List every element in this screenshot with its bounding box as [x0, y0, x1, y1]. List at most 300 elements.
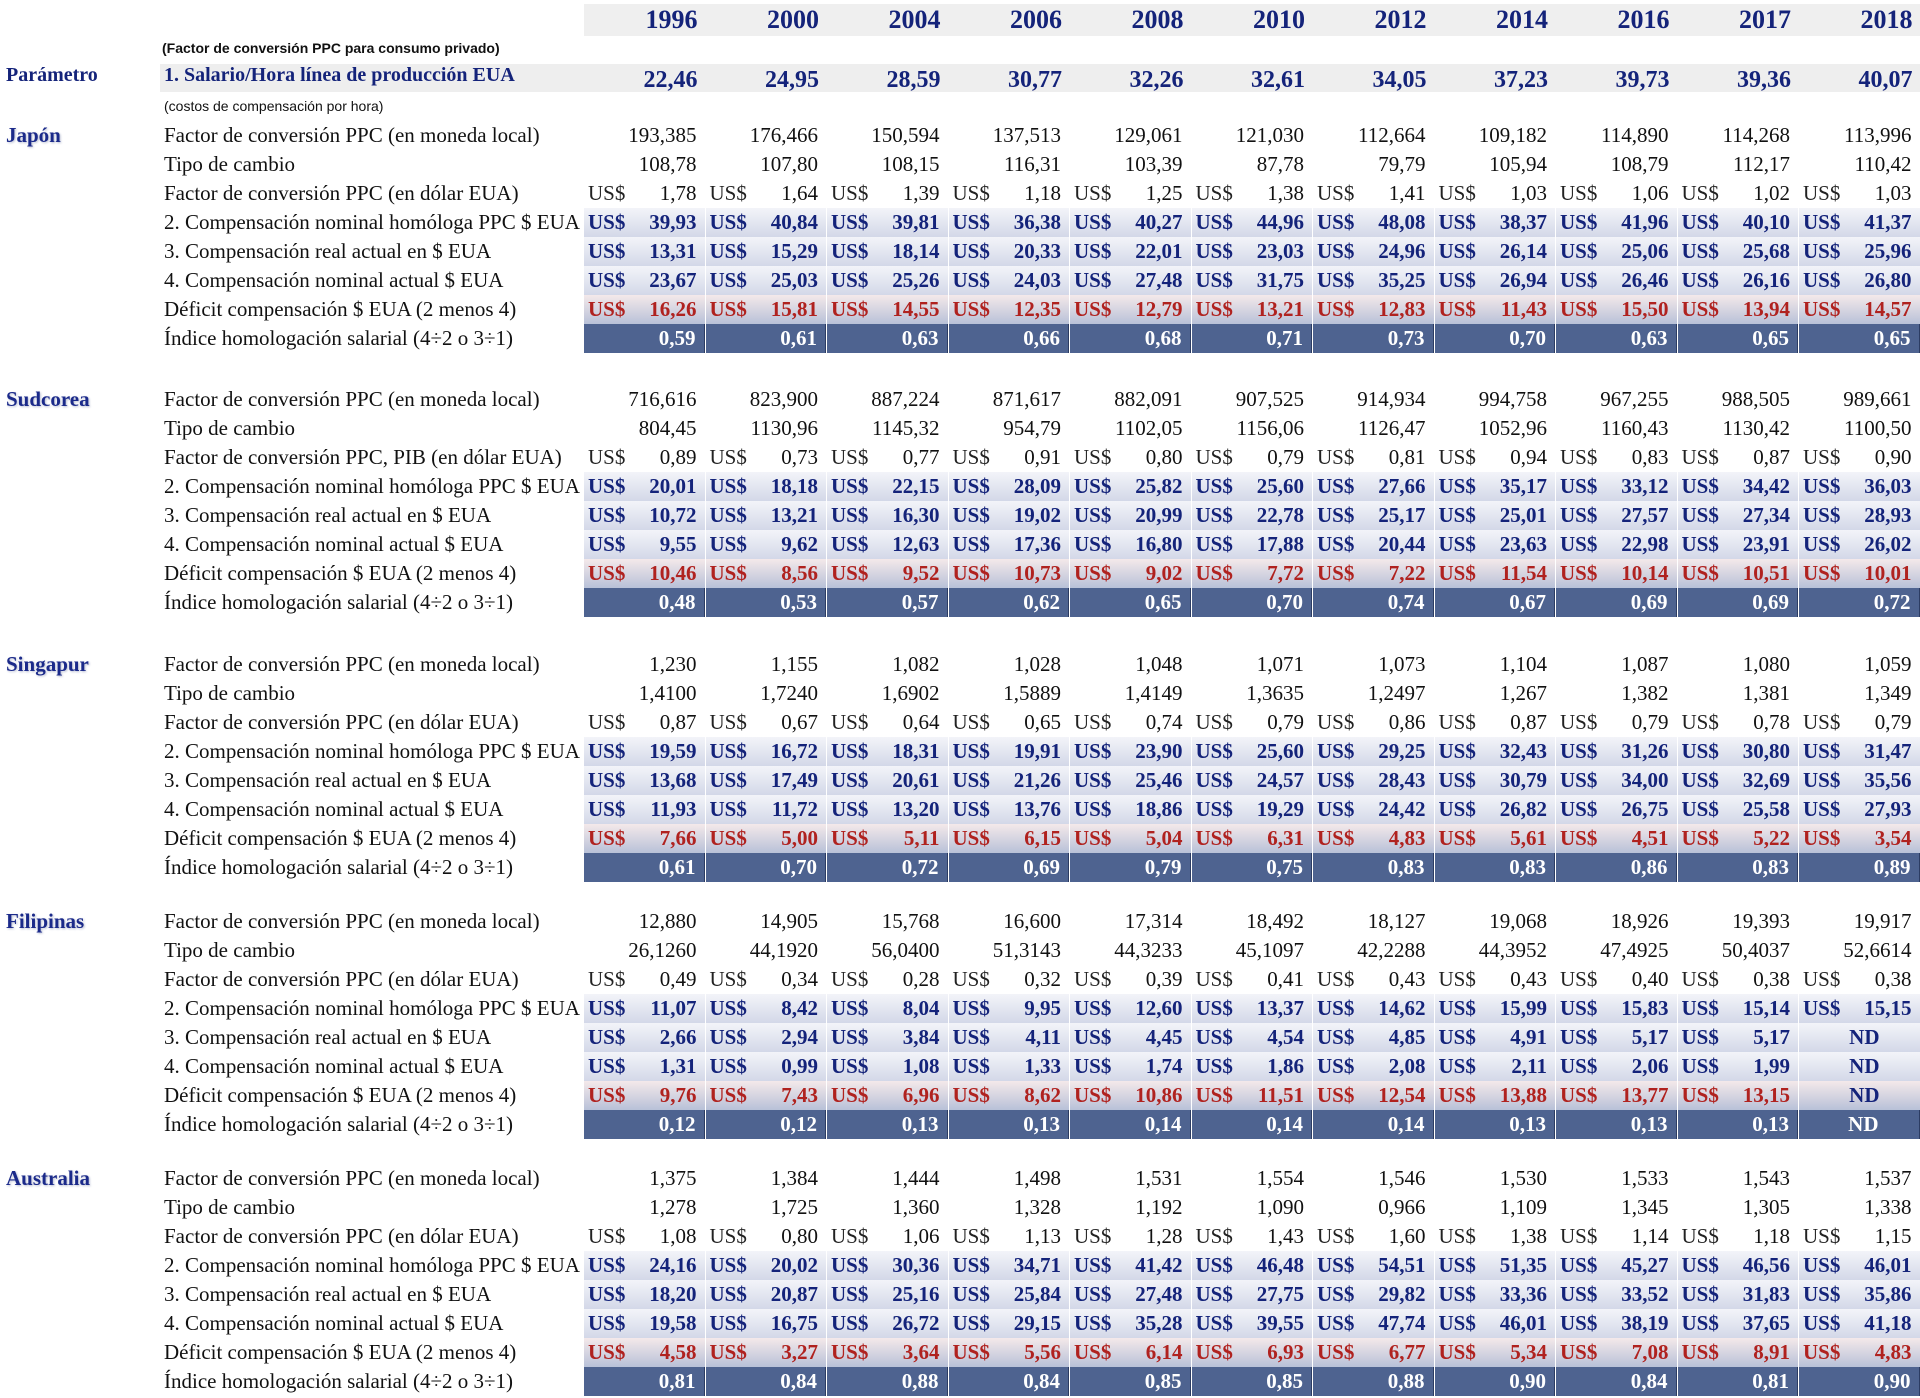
table-cell	[827, 1338, 948, 1367]
cell-value: 4,54	[1267, 1025, 1304, 1049]
table-cell	[1070, 1251, 1191, 1280]
cell-value: 25,68	[1742, 239, 1790, 263]
currency-label: US$	[588, 1224, 626, 1248]
year-2008: 2008	[1131, 5, 1184, 34]
currency-label: US$	[1803, 739, 1841, 763]
cell-value: 1,7240	[760, 681, 818, 705]
table-cell	[706, 472, 827, 501]
cell-value: 44,96	[1256, 210, 1304, 234]
currency-label: US$	[1317, 503, 1355, 527]
table-cell	[1678, 121, 1799, 150]
cell-value: 18,86	[1135, 797, 1183, 821]
cell-value: 35,86	[1864, 1282, 1912, 1306]
table-cell	[1192, 121, 1313, 150]
table-cell	[1070, 965, 1191, 994]
table-cell	[1192, 1251, 1313, 1280]
cell-value: 914,934	[1357, 387, 1426, 411]
cell-value: 25,82	[1135, 474, 1183, 498]
table-cell	[1192, 150, 1313, 179]
cell-value: 2,06	[1631, 1054, 1669, 1078]
year-2016: 2016	[1617, 5, 1670, 34]
row-label: Déficit compensación $ EUA (2 menos 4)	[164, 1340, 517, 1364]
table-cell	[1799, 501, 1920, 530]
cell-value: 0,13	[1509, 1112, 1546, 1136]
cell-value: 18,926	[1610, 909, 1669, 933]
cell-value: 0,32	[1024, 967, 1061, 991]
currency-label: US$	[1560, 474, 1598, 498]
table-cell	[584, 679, 705, 708]
table-cell	[1556, 824, 1677, 853]
currency-label: US$	[1317, 1083, 1355, 1107]
cell-value: 50,4037	[1721, 938, 1790, 962]
currency-label: US$	[1803, 710, 1841, 734]
cell-value: 1052,96	[1478, 416, 1547, 440]
table-cell	[1192, 472, 1313, 501]
table-cell	[949, 414, 1070, 443]
table-cell	[1678, 385, 1799, 414]
table-cell	[1192, 795, 1313, 824]
currency-label: US$	[1681, 239, 1719, 263]
cell-value: 10,14	[1621, 561, 1669, 585]
table-cell	[1192, 1309, 1313, 1338]
value-row	[584, 472, 1920, 501]
cell-value: 5,61	[1510, 826, 1547, 850]
table-cell	[827, 1280, 948, 1309]
table-cell	[1678, 1110, 1799, 1139]
cell-value: 1,382	[1621, 681, 1669, 705]
salary-label: 1. Salario/Hora línea de producción EUA	[164, 64, 515, 86]
currency-label: US$	[709, 445, 747, 469]
currency-label: US$	[1074, 181, 1112, 205]
table-cell	[1556, 853, 1677, 882]
cell-value: 193,385	[628, 123, 697, 147]
table-cell	[706, 559, 827, 588]
cell-value: 0,90	[1874, 445, 1912, 469]
cell-value: 0,43	[1510, 967, 1547, 991]
table-cell	[1313, 208, 1434, 237]
table-cell	[1678, 766, 1799, 795]
table-cell	[949, 324, 1070, 353]
currency-label: US$	[831, 445, 869, 469]
cell-value: 0,87	[1753, 445, 1790, 469]
cell-value: 1,109	[1499, 1195, 1547, 1219]
cell-value: 11,72	[771, 797, 818, 821]
cell-value: 1,86	[1267, 1054, 1304, 1078]
cell-value: 1,03	[1874, 181, 1912, 205]
table-cell	[1678, 737, 1799, 766]
table-cell	[1678, 1164, 1799, 1193]
table-cell	[1678, 679, 1799, 708]
currency-label: US$	[588, 996, 626, 1020]
cell-value: 4,45	[1145, 1025, 1183, 1049]
cell-value: 4,51	[1631, 826, 1669, 850]
cell-value: 112,17	[1733, 152, 1790, 176]
cell-value: 20,61	[892, 768, 940, 792]
cell-value: 1,31	[659, 1054, 697, 1078]
cell-value: 25,16	[892, 1282, 940, 1306]
table-cell	[706, 1280, 827, 1309]
currency-label: US$	[709, 474, 747, 498]
table-cell	[1313, 1193, 1434, 1222]
table-cell	[1313, 1052, 1434, 1081]
cell-value: 31,75	[1256, 268, 1304, 292]
cell-value: 0,40	[1631, 967, 1669, 991]
table-cell	[1192, 766, 1313, 795]
currency-label: US$	[1560, 826, 1598, 850]
table-cell	[827, 1164, 948, 1193]
cell-value: 1,6902	[881, 681, 940, 705]
table-cell	[949, 295, 1070, 324]
cell-value: 1,230	[649, 652, 697, 676]
cell-value: 1160,43	[1601, 416, 1669, 440]
table-cell	[1556, 385, 1677, 414]
row-label: Déficit compensación $ EUA (2 menos 4)	[164, 1083, 517, 1107]
parameter-label: Parámetro	[6, 64, 98, 86]
currency-label: US$	[1074, 532, 1112, 556]
table-cell	[1313, 965, 1434, 994]
table-cell	[1556, 588, 1677, 617]
row-label: Tipo de cambio	[164, 938, 296, 962]
table-cell	[584, 1338, 705, 1367]
table-cell	[1556, 1164, 1677, 1193]
table-cell	[1435, 150, 1556, 179]
value-row	[584, 1367, 1920, 1396]
cell-value: 16,72	[770, 739, 818, 763]
table-cell	[827, 266, 948, 295]
table-cell	[1313, 1023, 1434, 1052]
table-cell	[1556, 1367, 1677, 1396]
currency-label: US$	[1074, 445, 1112, 469]
currency-label: US$	[1681, 1025, 1719, 1049]
cell-value: 1,2497	[1367, 681, 1426, 705]
table-cell	[1556, 295, 1677, 324]
currency-label: US$	[1074, 268, 1112, 292]
table-cell	[949, 266, 1070, 295]
table-cell	[1678, 588, 1799, 617]
table-cell	[1435, 737, 1556, 766]
cell-value: 0,61	[780, 326, 817, 350]
currency-label: US$	[1560, 1083, 1598, 1107]
cell-value: 18,20	[649, 1282, 697, 1306]
currency-label: US$	[831, 239, 869, 263]
cell-value: 9,52	[902, 561, 940, 585]
table-cell	[1435, 530, 1556, 559]
table-cell	[827, 795, 948, 824]
row-label: 2. Compensación nominal homóloga PPC $ EUA	[164, 1253, 580, 1277]
cell-value: 16,80	[1135, 532, 1183, 556]
table-cell	[1678, 1222, 1799, 1251]
table-cell	[706, 208, 827, 237]
table-cell	[1435, 965, 1556, 994]
currency-label: US$	[1438, 1340, 1476, 1364]
table-cell	[827, 994, 948, 1023]
cell-value: 12,880	[638, 909, 697, 933]
table-cell	[1799, 121, 1920, 150]
currency-label: US$	[1438, 297, 1476, 321]
salary-value: 40,07	[1858, 67, 1913, 93]
currency-label: US$	[1195, 297, 1233, 321]
table-cell	[1435, 559, 1556, 588]
cell-value: 0,79	[1267, 710, 1304, 734]
cell-value: 25,46	[1135, 768, 1183, 792]
cell-value: 114,268	[1722, 123, 1790, 147]
currency-label: US$	[952, 996, 990, 1020]
cell-value: 39,81	[892, 210, 940, 234]
cell-value: 19,29	[1256, 797, 1304, 821]
cell-value: 0,67	[1509, 590, 1546, 614]
table-cell	[827, 679, 948, 708]
table-cell	[1070, 295, 1191, 324]
value-row	[584, 708, 1920, 737]
table-cell	[1435, 324, 1556, 353]
table-cell	[706, 766, 827, 795]
cell-value: 11,51	[1257, 1083, 1304, 1107]
cell-value: 1,39	[902, 181, 940, 205]
cell-value: 1,38	[1510, 1224, 1547, 1248]
table-cell	[1799, 1023, 1920, 1052]
cell-value: 1,33	[1024, 1054, 1061, 1078]
currency-label: US$	[1074, 561, 1112, 585]
cell-value: 35,25	[1378, 268, 1426, 292]
table-cell	[1313, 766, 1434, 795]
table-cell	[1799, 824, 1920, 853]
table-cell	[1070, 1081, 1191, 1110]
cell-value: 25,03	[770, 268, 818, 292]
cell-value: 41,18	[1864, 1311, 1912, 1335]
cell-value: 1,073	[1378, 652, 1426, 676]
table-cell	[1192, 530, 1313, 559]
cell-value: 0,84	[1630, 1369, 1668, 1393]
table-cell	[1313, 414, 1434, 443]
currency-label: US$	[1195, 1025, 1233, 1049]
cell-value: 13,88	[1499, 1083, 1547, 1107]
cell-value: 0,83	[1752, 855, 1789, 879]
currency-label: US$	[1317, 474, 1355, 498]
table-cell	[827, 179, 948, 208]
cell-value: 38,37	[1499, 210, 1547, 234]
currency-label: US$	[1195, 739, 1233, 763]
table-cell	[827, 936, 948, 965]
cell-value: 5,11	[903, 826, 940, 850]
table-cell	[949, 1164, 1070, 1193]
currency-label: US$	[1438, 1253, 1476, 1277]
table-cell	[949, 530, 1070, 559]
currency-label: US$	[1438, 1282, 1476, 1306]
value-row	[584, 266, 1920, 295]
table-cell	[706, 501, 827, 530]
currency-label: US$	[1803, 797, 1841, 821]
table-cell	[1556, 472, 1677, 501]
table-cell	[1678, 295, 1799, 324]
table-cell	[1678, 501, 1799, 530]
currency-label: US$	[1803, 445, 1841, 469]
currency-label: US$	[709, 1340, 747, 1364]
cell-value: 4,11	[1025, 1025, 1061, 1049]
cell-value: 1,41	[1388, 181, 1426, 205]
table-cell	[706, 737, 827, 766]
table-cell	[706, 1309, 827, 1338]
value-row	[584, 208, 1920, 237]
currency-label: US$	[831, 826, 869, 850]
table-cell	[706, 679, 827, 708]
table-cell	[584, 737, 705, 766]
row-label: 3. Compensación real actual en $ EUA	[164, 1282, 492, 1306]
cell-value: 15,768	[881, 909, 940, 933]
cell-value: 23,03	[1256, 239, 1304, 263]
cell-value: 8,91	[1753, 1340, 1790, 1364]
cell-value: 24,16	[649, 1253, 697, 1277]
cell-value: 45,27	[1621, 1253, 1669, 1277]
currency-label: US$	[1803, 561, 1841, 585]
table-cell	[1678, 1052, 1799, 1081]
currency-label: US$	[588, 239, 626, 263]
cell-value: 0,89	[659, 445, 697, 469]
currency-label: US$	[1438, 826, 1476, 850]
cell-value: 27,48	[1135, 1282, 1183, 1306]
cell-value: 0,77	[902, 445, 940, 469]
table-cell	[949, 179, 1070, 208]
currency-label: US$	[1681, 210, 1719, 234]
cell-value: 1156,06	[1236, 416, 1304, 440]
cell-value: 17,88	[1256, 532, 1304, 556]
cell-value: 0,65	[1144, 590, 1182, 614]
row-label: Déficit compensación $ EUA (2 menos 4)	[164, 561, 517, 585]
currency-label: US$	[952, 474, 990, 498]
table-cell	[949, 679, 1070, 708]
cell-value: 87,78	[1256, 152, 1304, 176]
cell-value: 0,87	[659, 710, 697, 734]
cell-value: 0,94	[1510, 445, 1547, 469]
table-cell	[1192, 907, 1313, 936]
currency-label: US$	[831, 710, 869, 734]
cell-value: 1,18	[1024, 181, 1061, 205]
cell-value: 0,80	[1145, 445, 1183, 469]
row-label: Factor de conversión PPC (en moneda local)	[164, 123, 540, 147]
table-cell	[1192, 295, 1313, 324]
currency-label: US$	[1195, 239, 1233, 263]
year-1996: 1996	[645, 5, 698, 34]
table-cell	[1192, 324, 1313, 353]
currency-label: US$	[1560, 268, 1598, 292]
cell-value: 35,28	[1135, 1311, 1183, 1335]
table-cell	[949, 1338, 1070, 1367]
currency-label: US$	[831, 1311, 869, 1335]
cell-value: 1,059	[1864, 652, 1912, 676]
currency-label: US$	[1681, 445, 1719, 469]
cell-value: 0,67	[781, 710, 818, 734]
table-cell	[1070, 179, 1191, 208]
salary-value: 37,23	[1494, 67, 1548, 93]
currency-label: US$	[952, 739, 990, 763]
table-cell	[1799, 1052, 1920, 1081]
currency-label: US$	[1681, 1282, 1719, 1306]
cell-value: 10,01	[1864, 561, 1912, 585]
cell-value: 0,63	[1630, 326, 1668, 350]
cell-value: 3,54	[1874, 826, 1912, 850]
table-cell	[949, 1251, 1070, 1280]
cell-value: 13,77	[1621, 1083, 1669, 1107]
cell-value: 26,80	[1864, 268, 1912, 292]
cell-value: 1,38	[1267, 181, 1304, 205]
value-row	[584, 121, 1920, 150]
currency-label: US$	[1681, 1253, 1719, 1277]
table-cell	[1799, 1222, 1920, 1251]
cell-value: 0,84	[780, 1369, 817, 1393]
table-cell	[827, 1367, 948, 1396]
table-cell	[706, 650, 827, 679]
table-cell	[584, 208, 705, 237]
table-cell	[1192, 237, 1313, 266]
currency-label: US$	[1560, 1224, 1598, 1248]
table-cell	[1556, 1222, 1677, 1251]
table-cell	[1070, 679, 1191, 708]
currency-label: US$	[952, 532, 990, 556]
currency-label: US$	[1317, 967, 1355, 991]
cell-value: 25,26	[892, 268, 940, 292]
cell-value: 14,57	[1864, 297, 1912, 321]
cell-value: 27,66	[1378, 474, 1426, 498]
cell-value: 10,51	[1742, 561, 1790, 585]
row-label: Tipo de cambio	[164, 416, 296, 440]
currency-label: US$	[588, 710, 626, 734]
cell-value: 1,06	[1631, 181, 1669, 205]
table-cell	[949, 1222, 1070, 1251]
cell-value: 10,46	[649, 561, 697, 585]
cell-value: 37,65	[1742, 1311, 1790, 1335]
currency-label: US$	[831, 297, 869, 321]
cell-value: 0,79	[1874, 710, 1912, 734]
table-cell	[1192, 559, 1313, 588]
table-cell	[949, 994, 1070, 1023]
cell-value: 988,505	[1721, 387, 1790, 411]
cell-value: 47,74	[1378, 1311, 1426, 1335]
table-cell	[1070, 795, 1191, 824]
currency-label: US$	[1803, 181, 1841, 205]
table-cell	[1556, 179, 1677, 208]
row-label: Factor de conversión PPC (en dólar EUA)	[164, 710, 519, 734]
currency-label: US$	[588, 739, 626, 763]
currency-label: US$	[1317, 1340, 1355, 1364]
cell-value: 24,03	[1013, 268, 1061, 292]
currency-label: US$	[1560, 445, 1598, 469]
row-label: 4. Compensación nominal actual $ EUA	[164, 1311, 504, 1335]
table-cell	[706, 443, 827, 472]
table-cell	[1435, 824, 1556, 853]
currency-label: US$	[1560, 1340, 1598, 1364]
cell-value: 0,75	[1266, 855, 1303, 879]
table-cell	[706, 936, 827, 965]
cell-value: 36,03	[1864, 474, 1912, 498]
cell-value: 15,99	[1499, 996, 1547, 1020]
cell-value: 26,75	[1621, 797, 1669, 821]
table-cell	[1799, 266, 1920, 295]
cell-value: 0,81	[1388, 445, 1426, 469]
value-row	[584, 650, 1920, 679]
table-cell	[1435, 1193, 1556, 1222]
cell-value: 1,080	[1742, 652, 1790, 676]
currency-label: US$	[1803, 1311, 1841, 1335]
table-cell	[706, 1164, 827, 1193]
table-cell	[1678, 530, 1799, 559]
cell-value: 0,13	[1023, 1112, 1060, 1136]
table-cell	[1435, 907, 1556, 936]
cell-value: 6,77	[1388, 1340, 1426, 1364]
table-cell	[1678, 1251, 1799, 1280]
table-cell	[1070, 737, 1191, 766]
currency-label: US$	[952, 297, 990, 321]
cell-value: 0,68	[1144, 326, 1182, 350]
currency-label: US$	[1560, 996, 1598, 1020]
